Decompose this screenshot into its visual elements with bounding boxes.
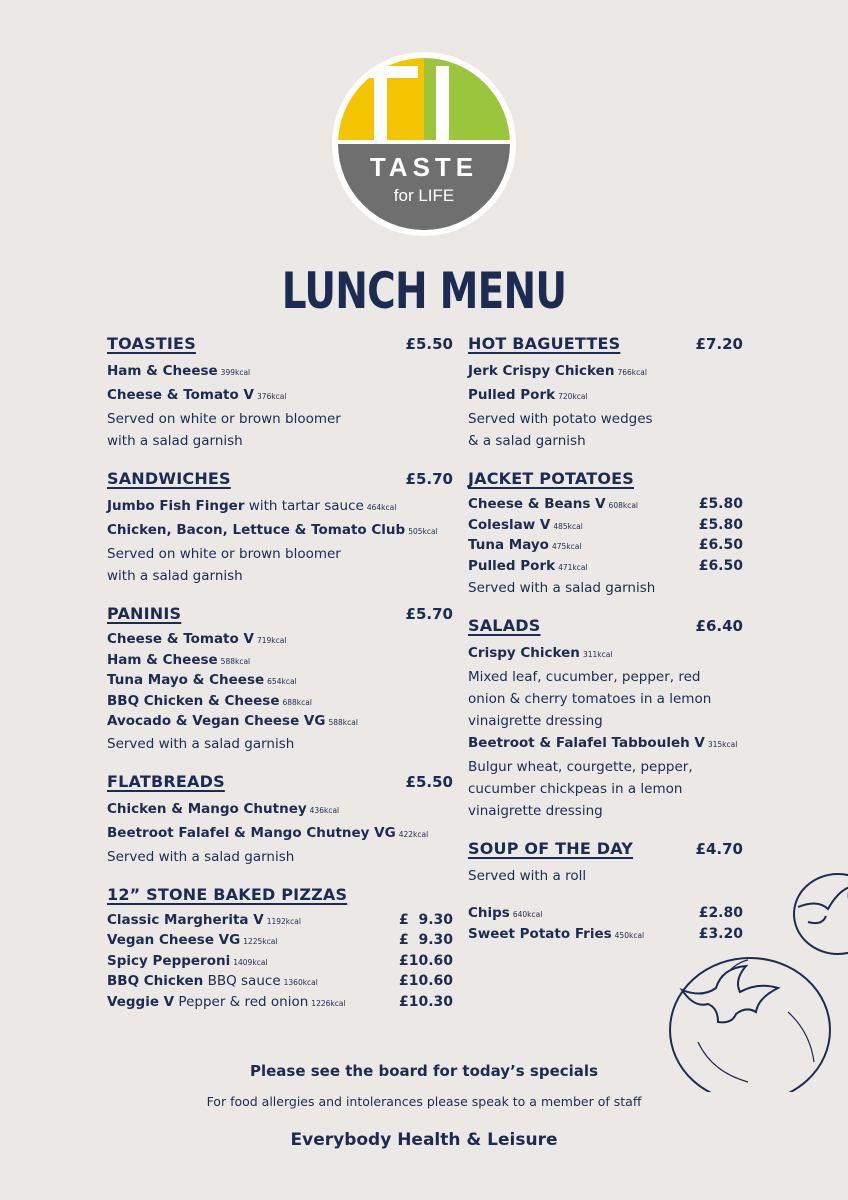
item-name: Cheese & Beans V [468, 496, 606, 512]
item-name: Cheese & Tomato V [107, 387, 254, 403]
section-price: £7.20 [695, 335, 743, 353]
item-description: vinaigrette dressing [468, 713, 603, 729]
section-title: JACKET POTATOES [468, 469, 634, 488]
item-description: Served with a salad garnish [107, 735, 295, 752]
menu-item [107, 993, 453, 1014]
menu-item [468, 536, 743, 557]
item-label [468, 516, 583, 537]
logo-sub: for LIFE [393, 186, 455, 205]
item-name: Veggie V [107, 993, 175, 1010]
item-kcal: 311kcal [582, 650, 613, 659]
menu-section [468, 616, 743, 822]
menu-item [107, 519, 453, 543]
tomatoes-illustration [668, 862, 848, 1092]
item-name: BBQ Chicken & Cheese [107, 692, 280, 709]
item-description: with a salad garnish [107, 568, 243, 584]
item-name: Pulled Pork [468, 387, 556, 403]
item-label [468, 384, 588, 408]
item-name: Vegan Cheese VG [107, 932, 241, 948]
item-name: Tuna Mayo [468, 537, 549, 553]
menu-item [107, 360, 453, 384]
item-kcal: 315kcal [707, 740, 738, 749]
item-label [107, 692, 312, 713]
item-price: £ 9.30 [398, 932, 453, 948]
item-kcal: 588kcal [328, 718, 358, 727]
item-label [107, 993, 346, 1014]
item-kcal: 450kcal [614, 930, 645, 940]
item-name: Coleslaw V [468, 516, 551, 533]
section-header [107, 334, 453, 360]
item-name: Beetroot Falafel & Mango Chutney VG [107, 824, 396, 841]
menu-item [107, 630, 453, 651]
section-title: HOT BAGUETTES [468, 334, 621, 353]
item-kcal: 1409kcal [233, 957, 268, 967]
item-kcal: 1192kcal [266, 916, 301, 926]
item-label [468, 925, 644, 946]
section-price: £4.70 [695, 840, 743, 858]
item-price: £2.80 [698, 905, 743, 921]
menu-item [468, 516, 743, 537]
item-price: £3.20 [698, 925, 743, 942]
item-kcal: 464kcal [366, 503, 397, 512]
menu-item [107, 822, 453, 846]
item-description: Bulgur wheat, courgette, pepper, [468, 759, 693, 775]
item-name: Ham & Cheese [107, 651, 218, 668]
item-kcal: 376kcal [256, 392, 287, 401]
item-kcal: 766kcal [617, 368, 647, 377]
menu-item [107, 651, 453, 672]
item-label [107, 972, 318, 993]
item-label [107, 952, 267, 973]
item-name: Jerk Crispy Chicken [468, 363, 615, 379]
item-extra: with tartar sauce [244, 498, 364, 514]
section-header [468, 469, 743, 495]
menu-item [107, 384, 453, 408]
item-kcal: 399kcal [220, 368, 251, 377]
item-description: Served with a salad garnish [468, 580, 656, 596]
item-name: Sweet Potato Fries [468, 925, 612, 942]
item-kcal: 1225kcal [243, 937, 278, 946]
section-header [107, 772, 453, 798]
allergy-note: For food allergies and intolerances please speak to a member of staff [206, 1094, 642, 1109]
menu-section [468, 334, 743, 452]
item-label [107, 822, 428, 846]
page-title: LUNCH MENU [281, 262, 567, 320]
section-header [107, 604, 453, 630]
menu-item [107, 911, 453, 932]
item-kcal: 588kcal [220, 656, 251, 666]
menu-item [468, 642, 743, 666]
menu-section [107, 885, 453, 1014]
section-price: £5.70 [405, 470, 453, 488]
item-kcal: 688kcal [282, 697, 312, 707]
menu-item [107, 671, 453, 692]
section-price: £5.70 [405, 605, 453, 623]
item-description: Served on white or brown bloomer [107, 546, 341, 562]
item-label [468, 536, 581, 557]
item-kcal: 719kcal [256, 636, 287, 645]
item-description: Served with a salad garnish [107, 848, 295, 865]
organisation-name: Everybody Health & Leisure [290, 1130, 558, 1150]
item-kcal: 485kcal [553, 521, 583, 531]
item-price: £ 9.30 [398, 911, 453, 928]
specials-note: Please see the board for today’s specials [249, 1062, 599, 1080]
item-label [107, 519, 438, 543]
section-title: SANDWICHES [107, 469, 231, 488]
menu-section [107, 469, 453, 587]
item-description: Served with potato wedges [468, 411, 653, 427]
item-description: Served on white or brown bloomer [107, 411, 341, 427]
item-label [107, 495, 396, 519]
section-title: FLATBREADS [107, 771, 225, 791]
item-price: £10.60 [398, 973, 453, 989]
item-label [468, 495, 638, 516]
item-kcal: 720kcal [558, 392, 588, 401]
item-name: Tuna Mayo & Cheese [107, 672, 265, 688]
item-price: £6.50 [698, 557, 743, 574]
item-kcal: 640kcal [512, 910, 543, 919]
item-name: Classic Margherita V [107, 911, 264, 928]
item-description: cucumber chickpeas in a lemon [468, 781, 683, 797]
menu-item [468, 557, 743, 578]
item-price: £10.60 [398, 952, 453, 969]
menu-item [107, 798, 453, 822]
menu-item [468, 495, 743, 516]
item-extra: BBQ sauce [203, 973, 281, 989]
item-name: Ham & Cheese [107, 363, 218, 379]
item-name: Chips [468, 905, 510, 921]
item-description: with a salad garnish [107, 433, 243, 449]
menu-item [107, 692, 453, 713]
section-title: 12” STONE BAKED PIZZAS [107, 884, 348, 904]
section-header [107, 885, 453, 911]
section-title: SALADS [468, 616, 541, 635]
menu-section [107, 772, 453, 868]
menu-item [468, 384, 743, 408]
item-label [107, 630, 286, 651]
item-label [107, 384, 286, 408]
section-header [107, 469, 453, 495]
item-name: Avocado & Vegan Cheese VG [107, 713, 326, 729]
item-name: Chicken, Bacon, Lettuce & Tomato Club [107, 522, 406, 538]
item-description: onion & cherry tomatoes in a lemon [468, 691, 712, 707]
item-label [468, 360, 647, 384]
menu-item [468, 360, 743, 384]
menu-item [107, 972, 453, 993]
menu-item [107, 952, 453, 973]
item-kcal: 436kcal [309, 805, 340, 815]
item-price: £6.50 [698, 537, 743, 553]
item-price: £10.30 [398, 993, 453, 1010]
section-title: PANINIS [107, 604, 182, 623]
item-description: & a salad garnish [468, 433, 586, 449]
item-label [107, 911, 301, 932]
section-price: £5.50 [405, 772, 453, 791]
menu-item [107, 931, 453, 952]
section-title: SOUP OF THE DAY [468, 839, 634, 858]
item-label [107, 931, 277, 952]
menu-item [107, 495, 453, 519]
item-name: Pulled Pork [468, 557, 556, 574]
item-kcal: 608kcal [608, 501, 639, 510]
item-label [107, 798, 339, 822]
item-name: Jumbo Fish Finger [107, 498, 245, 514]
item-kcal: 475kcal [551, 542, 582, 551]
item-label [468, 732, 737, 756]
item-kcal: 1360kcal [283, 978, 318, 987]
item-label [107, 651, 250, 672]
item-name: Crispy Chicken [468, 645, 580, 661]
item-description: Served with a roll [468, 868, 587, 884]
item-name: Cheese & Tomato V [107, 631, 254, 647]
menu-item [468, 732, 743, 756]
section-header [468, 616, 743, 642]
item-kcal: 471kcal [558, 562, 588, 572]
item-name: Chicken & Mango Chutney [107, 800, 307, 817]
section-title: TOASTIES [107, 334, 196, 353]
item-name: BBQ Chicken [107, 973, 204, 989]
item-price: £5.80 [698, 516, 743, 533]
item-label [107, 712, 358, 733]
item-price: £5.80 [698, 496, 743, 512]
menu-section [107, 334, 453, 452]
menu-item [107, 712, 453, 733]
item-kcal: 505kcal [408, 527, 438, 536]
taste-for-life-logo [332, 52, 516, 236]
section-header [468, 334, 743, 360]
menu-column-left [107, 334, 453, 1030]
item-label [107, 671, 297, 692]
item-label [468, 557, 588, 578]
item-kcal: 422kcal [398, 829, 429, 839]
logo-word: TASTE [369, 152, 479, 182]
item-label [468, 642, 612, 666]
section-price: £6.40 [695, 617, 743, 635]
item-extra: Pepper & red onion [174, 993, 309, 1010]
item-description: vinaigrette dressing [468, 803, 603, 819]
menu-section [468, 469, 743, 599]
menu-section [107, 604, 453, 755]
section-price: £5.50 [405, 335, 453, 353]
item-kcal: 654kcal [267, 677, 297, 686]
item-name: Beetroot & Falafel Tabbouleh V [468, 735, 705, 751]
item-label [107, 360, 250, 384]
item-name: Spicy Pepperoni [107, 952, 231, 969]
item-label [468, 904, 542, 925]
item-description: Mixed leaf, cucumber, pepper, red [468, 669, 701, 685]
item-kcal: 1226kcal [311, 998, 346, 1008]
